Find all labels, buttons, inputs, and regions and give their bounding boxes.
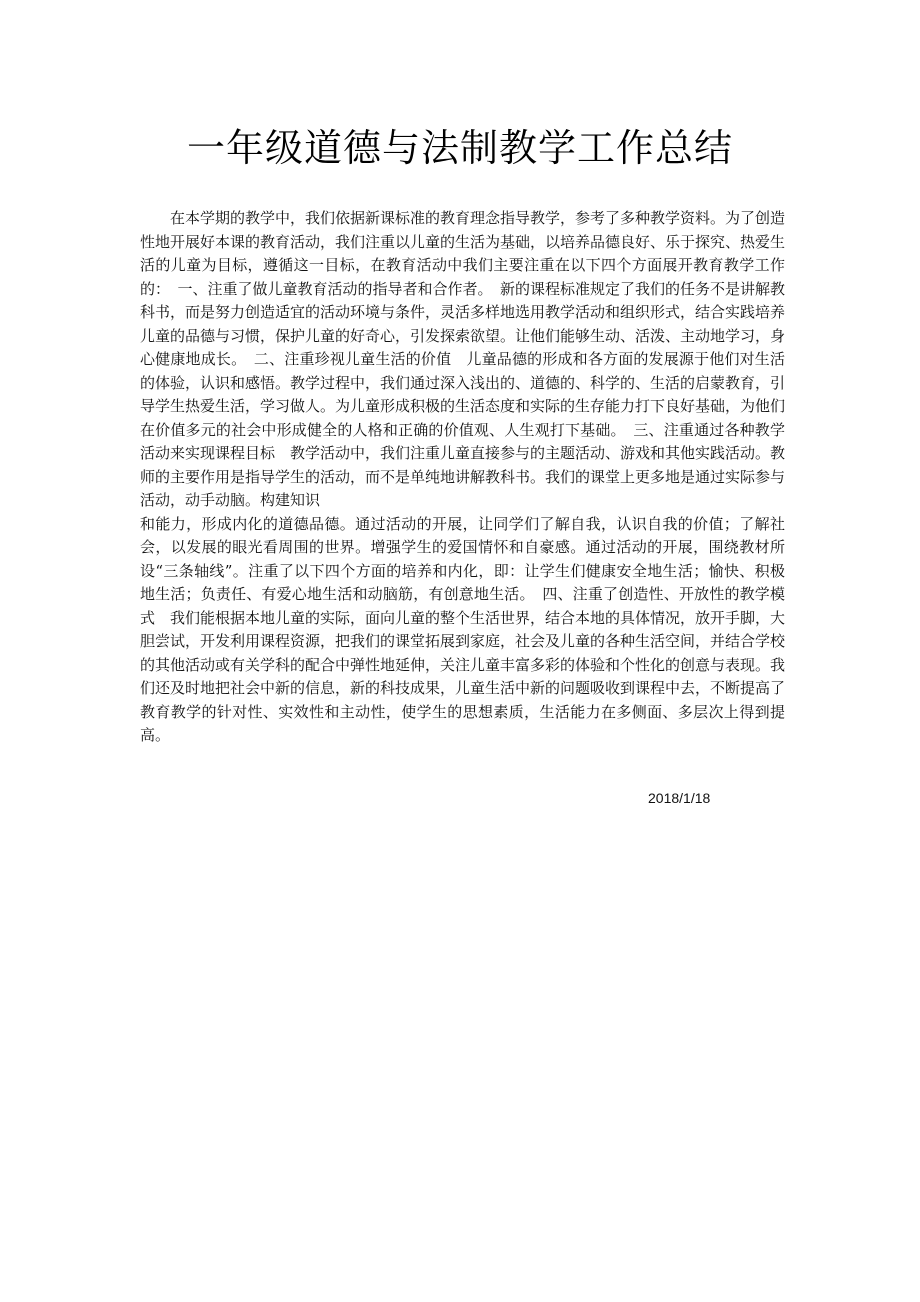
body-paragraph-2: 和能力，形成内化的道德品德。通过活动的开展，让同学们了解自我，认识自我的价值；了解社会，以发展的眼光看周围的世界。增强学生的爱国情怀和自豪感。通过活动的开展，围绕教材所设“三条轴线”。注重了以下四个方面的培养和内化，即：让学生们健康安全地生活；愉快、积极地生活；负责任、有爱心地生活和动脑筋，有创意地生活。 四、注重了创造性、开放性的教学模式 我们能根据本地儿童的实际，面向儿童的整个生活世界，结合本地的具体情况，放开手脚，大胆尝试，开发利用课程资源，把我们的课堂拓展到家庭，社会及儿童的各种生活空间，并结合学校的其他活动或有关学科的配合中弹性地延伸，关注儿童丰富多彩的体验和个性化的创意与表现。我们还及时地把社会中新的信息，新的科技成果，儿童生活中新的问题吸收到课程中去，不断提高了教育教学的针对性、实效性和主动性，使学生的思想素质，生活能力在多侧面、多层次上得到提高。 (140, 514, 786, 744)
body-paragraph-1: 在本学期的教学中，我们依据新课标准的教育理念指导教学，参考了多种教学资料。为了创造性地开展好本课的教育活动，我们注重以儿童的生活为基础，以培养品德良好、乐于探究、热爱生活的儿童为目标，遵循这一目标，在教育活动中我们主要注重在以下四个方面展开教育教学工作的： 一、注重了做儿童教育活动的指导者和合作者。 新的课程标准规定了我们的任务不是讲解教科书，而是努力创造适宜的活动环境与条件，灵活多样地选用教学活动和组织形式，结合实践培养儿童的品德与习惯，保护儿童的好奇心，引发探索欲望。让他们能够生动、活泼、主动地学习，身心健康地成长。 二、注重珍视儿童生活的价值 儿童品德的形成和各方面的发展源于他们对生活的体验，认识和感悟。教学过程中，我们通过深入浅出的、道德的、科学的、生活的启蒙教育，引导学生热爱生活，学习做人。为儿童形成积极的生活态度和实际的生存能力打下良好基础，为他们在价值多元的社会中形成健全的人格和正确的价值观、人生观打下基础。 三、注重通过各种教学活动来实现课程目标 教学活动中，我们注重儿童直接参与的主题活动、游戏和其他实践活动。教师的主要作用是指导学生的活动，而不是单纯地讲解教科书。我们的课堂上更多地是通过实际参与活动，动手动脑。构建知识 (140, 209, 786, 509)
document-title: 一年级道德与法制教学工作总结 (186, 126, 733, 170)
document-body (140, 207, 785, 748)
document-date: 2018/1/18 (648, 790, 711, 806)
